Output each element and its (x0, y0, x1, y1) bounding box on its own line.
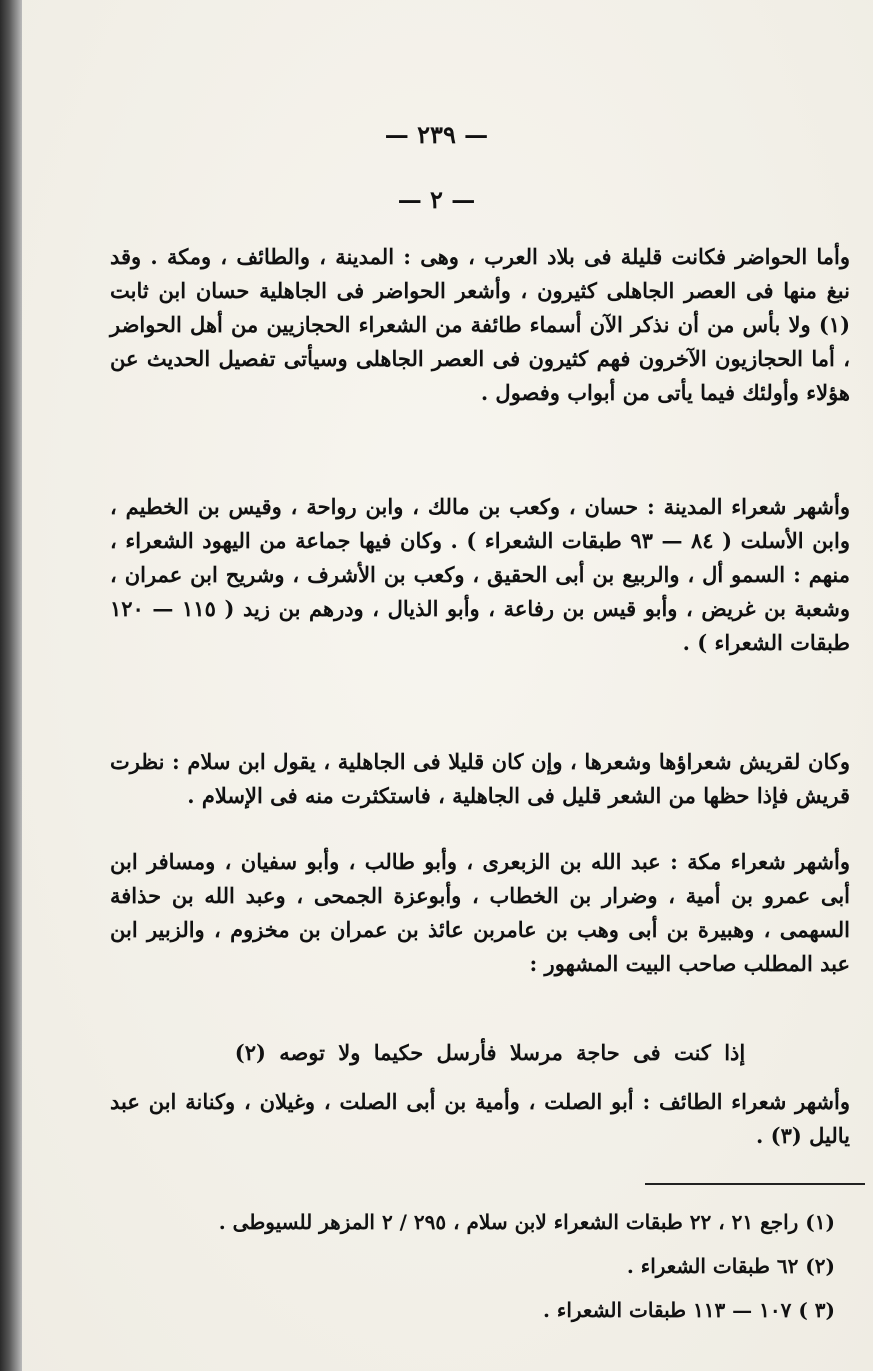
page-number: — ٢٣٩ — (384, 120, 489, 149)
paragraph-quraysh (110, 745, 850, 813)
paragraph-hawadir (110, 240, 850, 410)
footnote-2: (٢) ٦٢ طبقات الشعراء . (626, 1254, 835, 1278)
footnote-1: (١) راجع ٢١ ، ٢٢ طبقات الشعراء لابن سلام ، ٢٩٥ / ٢ المزهر للسيوطى . (218, 1210, 835, 1234)
paragraph-text: وأشهر شعراء المدينة : حسان ، وكعب بن مالك ، وابن رواحة ، وقيس بن الخطيم ، وابن الأسلت ( ٨٤ — ٩٣ طبقات الشعراء ) . وكان فيها جماعة من اليهود الشعراء ، منهم : السمو أل ، والربيع بن أبى الحقيق ، وكعب بن الأشرف ، وشريح ابن عمران ، وشعبة بن غريض ، وأبو قيس بن رفاعة ، وأبو الذيال ، ودرهم بن زيد ( ١١٥ — ١٢٠ طبقات الشعراء ) . (110, 494, 851, 655)
footnote-divider (645, 1183, 865, 1185)
paragraph-text: وأما الحواضر فكانت قليلة فى بلاد العرب ، وهى : المدينة ، والطائف ، ومكة . وقد نبغ منها فى العصر الجاهلى كثيرون ، وأشعر الحواضر فى الجاهلية حسان ابن ثابت (١) ولا بأس من أن نذكر الآن أسماء طائفة من الشعراء الحجازيين من أهل الحواضر ، أما الحجازيون الآخرون فهم كثيرون فى العصر الجاهلى وسيأتى تفصيل الحديث عن هؤلاء وأولئك فيما يأتى من أبواب وفصول . (110, 244, 850, 405)
verse-line: إذا كنت فى حاجة مرسلا فأرسل حكيما ولا توصه (٢) (234, 1040, 746, 1065)
paragraph-taif-poets (110, 1085, 850, 1153)
paragraph-madina-poets (110, 490, 850, 660)
section-number: — ٢ — (397, 185, 476, 214)
paragraph-text: وكان لقريش شعراؤها وشعرها ، وإن كان قليلا فى الجاهلية ، يقول ابن سلام : نظرت قريش فإذا حظها من الشعر قليل فى الجاهلية ، فاستكثرت منه فى الإسلام . (110, 749, 850, 808)
paragraph-text: وأشهر شعراء مكة : عبد الله بن الزبعرى ، وأبو طالب ، وأبو سفيان ، ومسافر ابن أبى عمرو بن أمية ، وضرار بن الخطاب ، وأبوعزة الجمحى ، وعبد الله بن حذافة السهمى ، وهبيرة بن أبى وهب بن عامربن عائذ بن عمران بن مخزوم ، والزبير ابن عبد المطلب صاحب البيت المشهور : (110, 849, 850, 976)
paragraph-text: وأشهر شعراء الطائف : أبو الصلت ، وأمية بن أبى الصلت ، وغيلان ، وكنانة ابن عبد ياليل (٣) . (110, 1089, 850, 1148)
paragraph-makka-poets (110, 845, 850, 981)
footnotes (120, 1200, 835, 1332)
footnote-3: (٣ ) ١٠٧ — ١١٣ طبقات الشعراء . (543, 1298, 835, 1322)
